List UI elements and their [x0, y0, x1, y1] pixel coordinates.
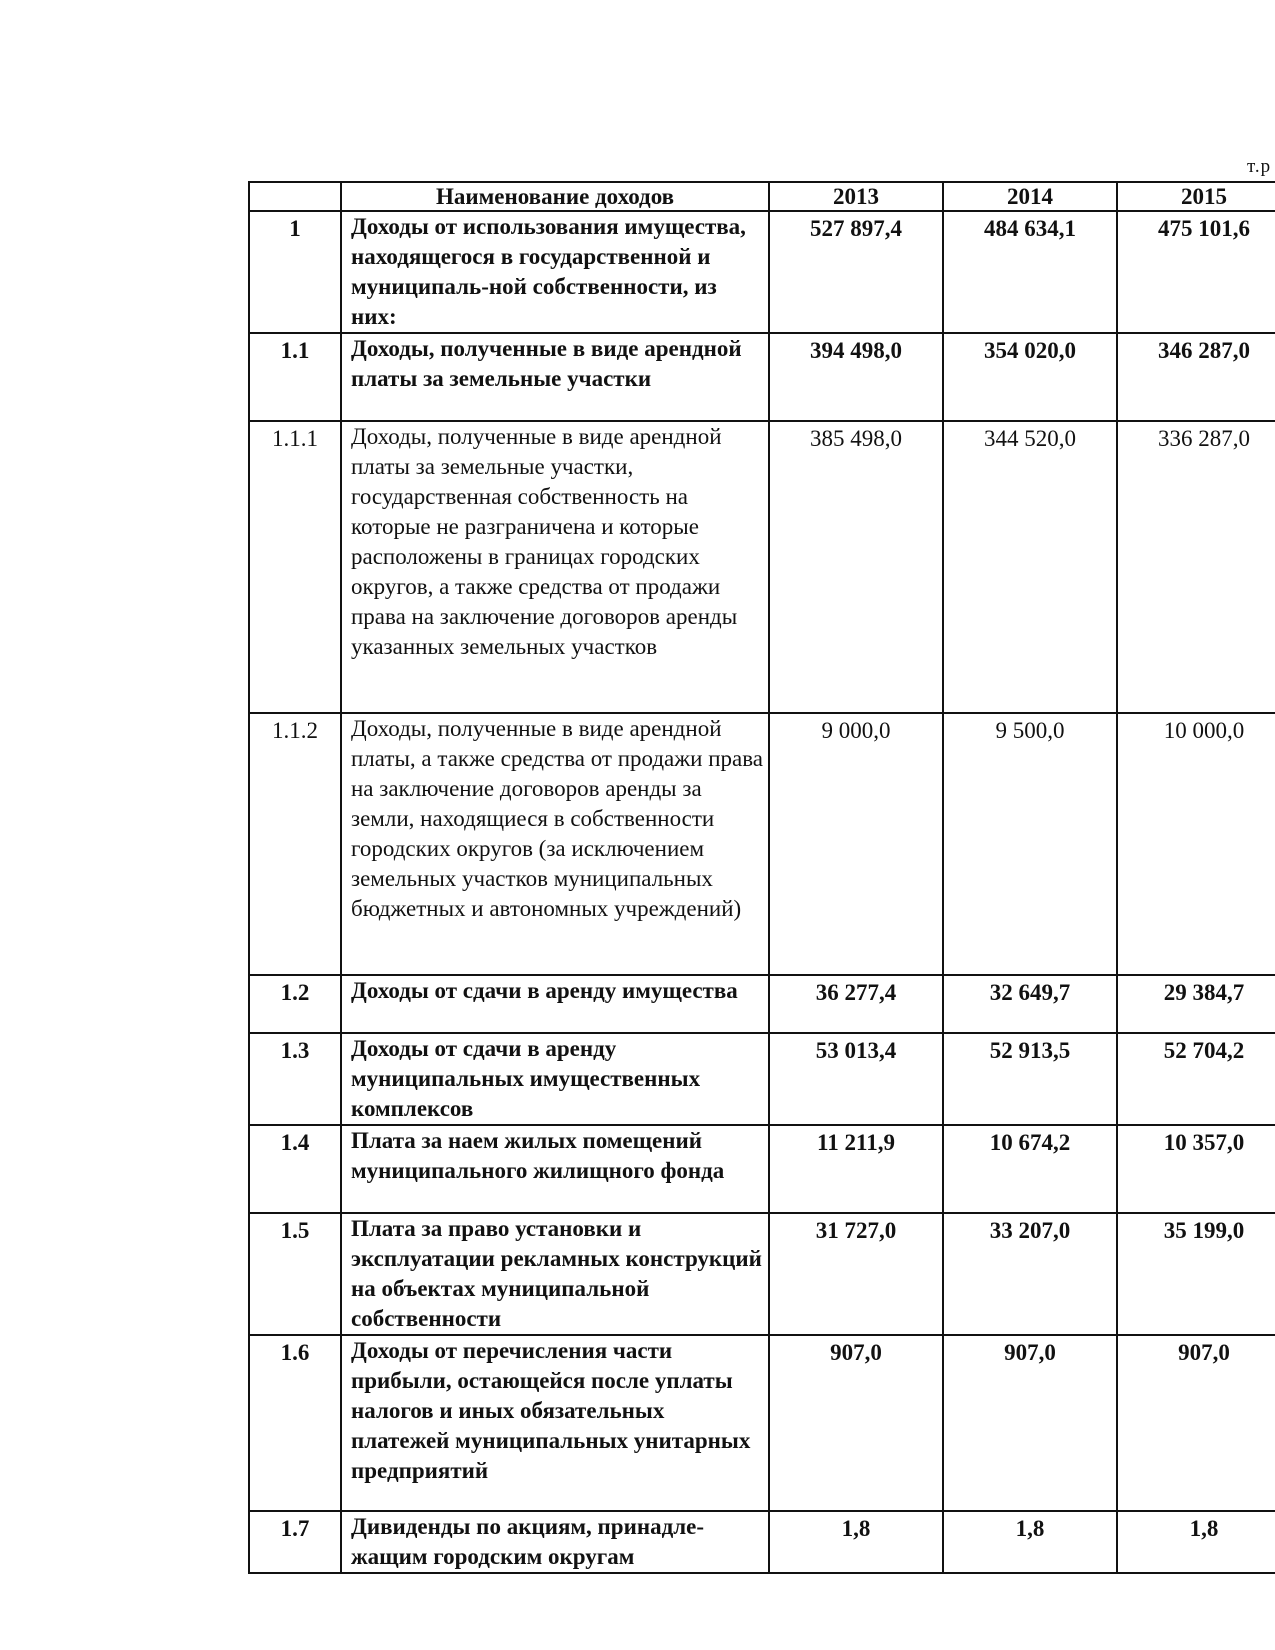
table-row: [249, 333, 1275, 421]
value-2015: 1,8: [1117, 1511, 1275, 1573]
value-2013: 394 498,0: [769, 333, 943, 421]
value-2015: 52 704,2: [1117, 1033, 1275, 1125]
row-name: Дивиденды по акциям, принадле-жащим городским округам: [341, 1511, 769, 1573]
value-2013: 36 277,4: [769, 975, 943, 1033]
revenue-table: [248, 181, 1275, 1574]
value-2013: 53 013,4: [769, 1033, 943, 1125]
header-number: [249, 182, 341, 211]
value-2013: 11 211,9: [769, 1125, 943, 1213]
value-2014: 33 207,0: [943, 1213, 1117, 1335]
value-2014: 10 674,2: [943, 1125, 1117, 1213]
header-2013: 2013: [769, 182, 943, 211]
row-number: 1.7: [249, 1511, 341, 1573]
header-2015: 2015: [1117, 182, 1275, 211]
row-number: 1.4: [249, 1125, 341, 1213]
value-2015: 346 287,0: [1117, 333, 1275, 421]
table-row: [249, 1213, 1275, 1335]
table-row: [249, 975, 1275, 1033]
value-2014: 32 649,7: [943, 975, 1117, 1033]
row-number: 1.1.2: [249, 713, 341, 975]
table-row: [249, 421, 1275, 713]
table-row: [249, 1511, 1275, 1573]
value-2015: 907,0: [1117, 1335, 1275, 1511]
value-2015: 29 384,7: [1117, 975, 1275, 1033]
row-number: 1.5: [249, 1213, 341, 1335]
value-2014: 354 020,0: [943, 333, 1117, 421]
row-number: 1.2: [249, 975, 341, 1033]
value-2015: 35 199,0: [1117, 1213, 1275, 1335]
value-2013: 907,0: [769, 1335, 943, 1511]
row-name: Доходы, полученные в виде арендной платы, а также средства от продажи права на заключение договоров аренды за земли, находящиеся в собственности городских округов (за исключением земельных участков муниципальных бюджетных и автономных учреждений): [341, 713, 769, 975]
row-number: 1.1.1: [249, 421, 341, 713]
table-row: [249, 211, 1275, 333]
value-2014: 1,8: [943, 1511, 1117, 1573]
row-name: Доходы от сдачи в аренду имущества: [341, 975, 769, 1033]
row-name: Доходы, полученные в виде арендной платы за земельные участки: [341, 333, 769, 421]
value-2014: 484 634,1: [943, 211, 1117, 333]
row-number: 1.3: [249, 1033, 341, 1125]
value-2014: 52 913,5: [943, 1033, 1117, 1125]
value-2013: 31 727,0: [769, 1213, 943, 1335]
value-2013: 385 498,0: [769, 421, 943, 713]
value-2014: 9 500,0: [943, 713, 1117, 975]
row-number: 1.6: [249, 1335, 341, 1511]
row-name: Доходы от сдачи в аренду муниципальных имущественных комплексов: [341, 1033, 769, 1125]
row-number: 1: [249, 211, 341, 333]
table-row: [249, 1125, 1275, 1213]
row-name: Плата за наем жилых помещений муниципального жилищного фонда: [341, 1125, 769, 1213]
row-name: Доходы от использования имущества, находящегося в государственной и муниципаль-ной собственности, из них:: [341, 211, 769, 333]
value-2015: 10 357,0: [1117, 1125, 1275, 1213]
value-2013: 1,8: [769, 1511, 943, 1573]
unit-label: т.р: [1247, 156, 1272, 177]
table-row: [249, 1335, 1275, 1511]
value-2014: 907,0: [943, 1335, 1117, 1511]
header-name: Наименование доходов: [341, 182, 769, 211]
value-2013: 527 897,4: [769, 211, 943, 333]
row-name: Доходы от перечисления части прибыли, остающейся после уплаты налогов и иных обязательных платежей муниципальных унитарных предприятий: [341, 1335, 769, 1511]
value-2015: 475 101,6: [1117, 211, 1275, 333]
table-row: [249, 1033, 1275, 1125]
value-2013: 9 000,0: [769, 713, 943, 975]
value-2015: 10 000,0: [1117, 713, 1275, 975]
row-name: Доходы, полученные в виде арендной платы за земельные участки, государственная собственность на которые не разграничена и которые расположены в границах городских округов, а также средства от продажи права на заключение договоров аренды указанных земельных участков: [341, 421, 769, 713]
header-2014: 2014: [943, 182, 1117, 211]
value-2015: 336 287,0: [1117, 421, 1275, 713]
table-header-row: [249, 182, 1275, 211]
row-number: 1.1: [249, 333, 341, 421]
value-2014: 344 520,0: [943, 421, 1117, 713]
table-row: [249, 713, 1275, 975]
row-name: Плата за право установки и эксплуатации рекламных конструкций на объектах муниципальной собственности: [341, 1213, 769, 1335]
